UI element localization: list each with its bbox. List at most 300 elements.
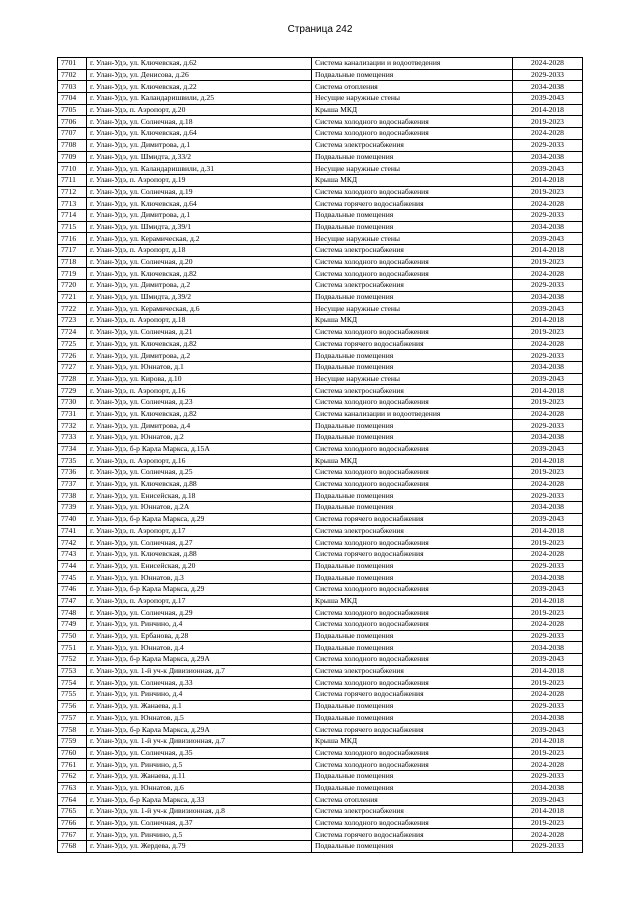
system-cell: Система холодного водоснабжения [312,583,513,595]
system-cell: Система горячего водоснабжения [312,338,513,350]
system-cell: Подвальные помещения [312,151,513,163]
period-cell: 2039-2043 [513,583,583,595]
address-cell: г. Улан-Удэ, п. Аэропорт, д.18 [87,245,312,257]
system-cell: Система холодного водоснабжения [312,268,513,280]
system-cell: Система электроснабжения [312,385,513,397]
system-cell: Система холодного водоснабжения [312,478,513,490]
system-cell: Подвальные помещения [312,630,513,642]
table-row [58,280,583,292]
system-cell: Система холодного водоснабжения [312,256,513,268]
system-cell: Подвальные помещения [312,420,513,432]
row-number-cell: 7731 [58,408,87,420]
system-cell: Система холодного водоснабжения [312,116,513,128]
table-row [58,245,583,257]
address-cell: г. Улан-Удэ, ул. Димитрова, д.4 [87,420,312,432]
table-row [58,572,583,584]
period-cell: 2019-2023 [513,537,583,549]
row-number-cell: 7752 [58,654,87,666]
address-cell: г. Улан-Удэ, ул. Ключевская, д.64 [87,198,312,210]
row-number-cell: 7755 [58,689,87,701]
system-cell: Несущие наружные стены [312,233,513,245]
table-row [58,81,583,93]
row-number-cell: 7745 [58,572,87,584]
period-cell: 2019-2023 [513,747,583,759]
row-number-cell: 7705 [58,104,87,116]
system-cell: Система отопления [312,81,513,93]
address-cell: г. Улан-Удэ, п. Аэропорт, д.16 [87,385,312,397]
address-cell: г. Улан-Удэ, ул. Димитрова, д.2 [87,280,312,292]
table-row [58,361,583,373]
system-cell: Подвальные помещения [312,642,513,654]
row-number-cell: 7714 [58,209,87,221]
period-cell: 2034-2038 [513,572,583,584]
row-number-cell: 7716 [58,233,87,245]
row-number-cell: 7751 [58,642,87,654]
table-row [58,829,583,841]
period-cell: 2034-2038 [513,642,583,654]
period-cell: 2019-2023 [513,326,583,338]
table-row [58,467,583,479]
period-cell: 2014-2018 [513,595,583,607]
period-cell: 2029-2033 [513,560,583,572]
address-cell: г. Улан-Удэ, ул. Димитрова, д.2 [87,350,312,362]
period-cell: 2039-2043 [513,233,583,245]
address-cell: г. Улан-Удэ, ул. Юннатов, д.5 [87,712,312,724]
table-row [58,537,583,549]
table-row [58,548,583,560]
address-cell: г. Улан-Удэ, ул. Каландаришвили, д.31 [87,163,312,175]
period-cell: 2019-2023 [513,677,583,689]
period-cell: 2024-2028 [513,548,583,560]
system-cell: Подвальные помещения [312,572,513,584]
table-row [58,478,583,490]
address-cell: г. Улан-Удэ, ул. Шмидта, д.39/1 [87,221,312,233]
address-cell: г. Улан-Удэ, ул. Юннатов, д.1 [87,361,312,373]
table-row [58,432,583,444]
table-row [58,128,583,140]
system-cell: Система электроснабжения [312,280,513,292]
table-row [58,174,583,186]
table-row [58,490,583,502]
row-number-cell: 7722 [58,303,87,315]
address-cell: г. Улан-Удэ, ул. Ербанова, д.28 [87,630,312,642]
period-cell: 2019-2023 [513,467,583,479]
system-cell: Подвальные помещения [312,209,513,221]
system-cell: Система холодного водоснабжения [312,817,513,829]
address-cell: г. Улан-Удэ, ул. Кирова, д.10 [87,373,312,385]
row-number-cell: 7732 [58,420,87,432]
system-cell: Подвальные помещения [312,432,513,444]
period-cell: 2039-2043 [513,513,583,525]
system-cell: Система холодного водоснабжения [312,619,513,631]
period-cell: 2029-2033 [513,139,583,151]
system-cell: Система холодного водоснабжения [312,537,513,549]
table-row [58,303,583,315]
table-row [58,759,583,771]
system-cell: Система холодного водоснабжения [312,677,513,689]
address-cell: г. Улан-Удэ, ул. Юннатов, д.4 [87,642,312,654]
table-row [58,198,583,210]
period-cell: 2019-2023 [513,256,583,268]
row-number-cell: 7719 [58,268,87,280]
address-cell: г. Улан-Удэ, ул. Ключевская, д.22 [87,81,312,93]
row-number-cell: 7737 [58,478,87,490]
period-cell: 2024-2028 [513,689,583,701]
row-number-cell: 7761 [58,759,87,771]
period-cell: 2029-2033 [513,490,583,502]
address-cell: г. Улан-Удэ, ул. Денисова, д.26 [87,69,312,81]
table-row [58,712,583,724]
period-cell: 2039-2043 [513,443,583,455]
address-cell: г. Улан-Удэ, ул. Ринчино, д.4 [87,689,312,701]
row-number-cell: 7762 [58,770,87,782]
row-number-cell: 7726 [58,350,87,362]
system-cell: Подвальные помещения [312,69,513,81]
period-cell: 2024-2028 [513,759,583,771]
address-cell: г. Улан-Удэ, п. Аэропорт, д.19 [87,174,312,186]
table-row [58,642,583,654]
period-cell: 2029-2033 [513,420,583,432]
system-cell: Крыша МКД [312,174,513,186]
address-cell: г. Улан-Удэ, ул. Солнечная, д.21 [87,326,312,338]
period-cell: 2029-2033 [513,630,583,642]
period-cell: 2029-2033 [513,280,583,292]
table-row [58,630,583,642]
row-number-cell: 7728 [58,373,87,385]
row-number-cell: 7742 [58,537,87,549]
row-number-cell: 7717 [58,245,87,257]
row-number-cell: 7704 [58,93,87,105]
address-cell: г. Улан-Удэ, б-р Карла Маркса, д.29 [87,583,312,595]
address-cell: г. Улан-Удэ, п. Аэропорт, д.16 [87,455,312,467]
period-cell: 2024-2028 [513,338,583,350]
period-cell: 2014-2018 [513,174,583,186]
period-cell: 2039-2043 [513,794,583,806]
table-row [58,151,583,163]
row-number-cell: 7730 [58,396,87,408]
address-cell: г. Улан-Удэ, ул. Юннатов, д.2А [87,502,312,514]
system-cell: Несущие наружные стены [312,93,513,105]
table-row [58,595,583,607]
table-row [58,58,583,70]
period-cell: 2019-2023 [513,607,583,619]
system-cell: Система горячего водоснабжения [312,513,513,525]
address-cell: г. Улан-Удэ, б-р Карла Маркса, д.33 [87,794,312,806]
system-cell: Подвальные помещения [312,841,513,853]
table-row [58,619,583,631]
period-cell: 2019-2023 [513,116,583,128]
table-row [58,689,583,701]
table-row [58,817,583,829]
period-cell: 2029-2033 [513,350,583,362]
address-cell: г. Улан-Удэ, ул. Ключевская, д.82 [87,338,312,350]
system-cell: Подвальные помещения [312,712,513,724]
row-number-cell: 7720 [58,280,87,292]
table-row [58,221,583,233]
system-cell: Система холодного водоснабжения [312,467,513,479]
period-cell: 2039-2043 [513,93,583,105]
row-number-cell: 7759 [58,735,87,747]
system-cell: Подвальные помещения [312,770,513,782]
system-cell: Система холодного водоснабжения [312,759,513,771]
address-cell: г. Улан-Удэ, б-р Карла Маркса, д.29 [87,513,312,525]
period-cell: 2034-2038 [513,291,583,303]
period-cell: 2039-2043 [513,724,583,736]
address-cell: г. Улан-Удэ, ул. Солнечная, д.20 [87,256,312,268]
system-cell: Несущие наружные стены [312,163,513,175]
row-number-cell: 7764 [58,794,87,806]
row-number-cell: 7765 [58,806,87,818]
address-cell: г. Улан-Удэ, ул. Жанаева, д.11 [87,770,312,782]
table-row [58,583,583,595]
row-number-cell: 7743 [58,548,87,560]
period-cell: 2024-2028 [513,829,583,841]
period-cell: 2014-2018 [513,806,583,818]
system-cell: Подвальные помещения [312,221,513,233]
address-cell: г. Улан-Удэ, ул. Димитрова, д.1 [87,209,312,221]
table-row [58,256,583,268]
row-number-cell: 7703 [58,81,87,93]
address-cell: г. Улан-Удэ, ул. Енисейская, д.20 [87,560,312,572]
address-cell: г. Улан-Удэ, ул. Жердева, д.79 [87,841,312,853]
table-row [58,163,583,175]
system-cell: Система электроснабжения [312,806,513,818]
row-number-cell: 7715 [58,221,87,233]
address-cell: г. Улан-Удэ, ул. Ключевская, д.62 [87,58,312,70]
row-number-cell: 7768 [58,841,87,853]
table-row [58,420,583,432]
table-row [58,139,583,151]
system-cell: Система холодного водоснабжения [312,654,513,666]
table-row [58,373,583,385]
period-cell: 2039-2043 [513,373,583,385]
address-cell: г. Улан-Удэ, ул. Солнечная, д.35 [87,747,312,759]
system-cell: Система электроснабжения [312,525,513,537]
table-row [58,677,583,689]
period-cell: 2029-2033 [513,700,583,712]
table-row [58,735,583,747]
table-row [58,408,583,420]
row-number-cell: 7708 [58,139,87,151]
row-number-cell: 7750 [58,630,87,642]
system-cell: Система отопления [312,794,513,806]
period-cell: 2034-2038 [513,502,583,514]
period-cell: 2039-2043 [513,654,583,666]
row-number-cell: 7729 [58,385,87,397]
system-cell: Система электроснабжения [312,245,513,257]
table-row [58,455,583,467]
address-cell: г. Улан-Удэ, ул. Ключевская, д.82 [87,268,312,280]
address-cell: г. Улан-Удэ, ул. Керамическая, д.2 [87,233,312,245]
system-cell: Система холодного водоснабжения [312,747,513,759]
table-row [58,654,583,666]
period-cell: 2039-2043 [513,303,583,315]
table-row [58,315,583,327]
address-cell: г. Улан-Удэ, п. Аэропорт, д.20 [87,104,312,116]
row-number-cell: 7710 [58,163,87,175]
address-cell: г. Улан-Удэ, ул. Шмидта, д.33/2 [87,151,312,163]
table-row [58,724,583,736]
system-cell: Система горячего водоснабжения [312,724,513,736]
address-cell: г. Улан-Удэ, ул. Солнечная, д.27 [87,537,312,549]
row-number-cell: 7706 [58,116,87,128]
period-cell: 2034-2038 [513,712,583,724]
row-number-cell: 7733 [58,432,87,444]
address-cell: г. Улан-Удэ, ул. Ключевская, д.82 [87,408,312,420]
system-cell: Подвальные помещения [312,502,513,514]
table-row [58,607,583,619]
address-cell: г. Улан-Удэ, б-р Карла Маркса, д.29А [87,724,312,736]
table-row [58,782,583,794]
system-cell: Система горячего водоснабжения [312,548,513,560]
table-row [58,665,583,677]
period-cell: 2034-2038 [513,361,583,373]
period-cell: 2014-2018 [513,525,583,537]
row-number-cell: 7754 [58,677,87,689]
table-row [58,104,583,116]
row-number-cell: 7702 [58,69,87,81]
row-number-cell: 7738 [58,490,87,502]
period-cell: 2029-2033 [513,841,583,853]
period-cell: 2029-2033 [513,209,583,221]
row-number-cell: 7741 [58,525,87,537]
row-number-cell: 7746 [58,583,87,595]
period-cell: 2029-2033 [513,770,583,782]
system-cell: Подвальные помещения [312,291,513,303]
system-cell: Подвальные помещения [312,700,513,712]
row-number-cell: 7701 [58,58,87,70]
row-number-cell: 7723 [58,315,87,327]
system-cell: Подвальные помещения [312,560,513,572]
row-number-cell: 7718 [58,256,87,268]
row-number-cell: 7707 [58,128,87,140]
row-number-cell: 7721 [58,291,87,303]
row-number-cell: 7734 [58,443,87,455]
system-cell: Система горячего водоснабжения [312,689,513,701]
system-cell: Система электроснабжения [312,139,513,151]
table-row [58,93,583,105]
row-number-cell: 7711 [58,174,87,186]
address-cell: г. Улан-Удэ, ул. Ключевская, д.88 [87,548,312,560]
address-cell: г. Улан-Удэ, ул. Димитрова, д.1 [87,139,312,151]
table-row [58,841,583,853]
address-cell: г. Улан-Удэ, ул. Жанаева, д.1 [87,700,312,712]
system-cell: Крыша МКД [312,455,513,467]
page-title: Страница 242 [287,24,353,35]
period-cell: 2024-2028 [513,268,583,280]
table-row [58,396,583,408]
system-cell: Система холодного водоснабжения [312,443,513,455]
period-cell: 2034-2038 [513,432,583,444]
system-cell: Несущие наружные стены [312,373,513,385]
table-row [58,560,583,572]
period-cell: 2014-2018 [513,735,583,747]
table-row [58,525,583,537]
table-row [58,443,583,455]
table-row [58,116,583,128]
period-cell: 2014-2018 [513,665,583,677]
row-number-cell: 7725 [58,338,87,350]
system-cell: Система холодного водоснабжения [312,128,513,140]
system-cell: Система канализации и водоотведения [312,58,513,70]
table-row [58,747,583,759]
table-row [58,326,583,338]
period-cell: 2024-2028 [513,619,583,631]
registry-table-body [58,58,583,853]
system-cell: Крыша МКД [312,104,513,116]
address-cell: г. Улан-Удэ, ул. Ринчино, д.5 [87,759,312,771]
address-cell: г. Улан-Удэ, ул. Керамическая, д.6 [87,303,312,315]
row-number-cell: 7709 [58,151,87,163]
system-cell: Система горячего водоснабжения [312,198,513,210]
system-cell: Крыша МКД [312,735,513,747]
period-cell: 2024-2028 [513,478,583,490]
address-cell: г. Улан-Удэ, б-р Карла Маркса, д.15А [87,443,312,455]
period-cell: 2034-2038 [513,81,583,93]
row-number-cell: 7748 [58,607,87,619]
address-cell: г. Улан-Удэ, ул. Солнечная, д.18 [87,116,312,128]
address-cell: г. Улан-Удэ, ул. Ключевская, д.88 [87,478,312,490]
system-cell: Система горячего водоснабжения [312,829,513,841]
system-cell: Крыша МКД [312,595,513,607]
row-number-cell: 7735 [58,455,87,467]
period-cell: 2034-2038 [513,782,583,794]
address-cell: г. Улан-Удэ, п. Аэропорт, д.17 [87,595,312,607]
address-cell: г. Улан-Удэ, п. Аэропорт, д.18 [87,315,312,327]
system-cell: Подвальные помещения [312,350,513,362]
table-row [58,502,583,514]
period-cell: 2014-2018 [513,104,583,116]
table-row [58,186,583,198]
table-row [58,69,583,81]
registry-table [57,57,583,853]
system-cell: Несущие наружные стены [312,303,513,315]
address-cell: г. Улан-Удэ, ул. 1-й уч-к Дивизионная, д.7 [87,735,312,747]
address-cell: г. Улан-Удэ, ул. 1-й уч-к Дивизионная, д.8 [87,806,312,818]
row-number-cell: 7749 [58,619,87,631]
system-cell: Система канализации и водоотведения [312,408,513,420]
table-row [58,209,583,221]
row-number-cell: 7712 [58,186,87,198]
table-row [58,350,583,362]
row-number-cell: 7763 [58,782,87,794]
address-cell: г. Улан-Удэ, ул. Солнечная, д.33 [87,677,312,689]
row-number-cell: 7758 [58,724,87,736]
period-cell: 2014-2018 [513,315,583,327]
period-cell: 2024-2028 [513,58,583,70]
period-cell: 2019-2023 [513,186,583,198]
address-cell: г. Улан-Удэ, ул. Юннатов, д.6 [87,782,312,794]
row-number-cell: 7767 [58,829,87,841]
row-number-cell: 7757 [58,712,87,724]
row-number-cell: 7739 [58,502,87,514]
period-cell: 2014-2018 [513,385,583,397]
row-number-cell: 7747 [58,595,87,607]
address-cell: г. Улан-Удэ, ул. Солнечная, д.23 [87,396,312,408]
period-cell: 2014-2018 [513,245,583,257]
system-cell: Система холодного водоснабжения [312,326,513,338]
period-cell: 2014-2018 [513,455,583,467]
table-row [58,291,583,303]
address-cell: г. Улан-Удэ, ул. Шмидта, д.39/2 [87,291,312,303]
address-cell: г. Улан-Удэ, ул. Ключевская, д.64 [87,128,312,140]
table-row [58,770,583,782]
table-row [58,794,583,806]
system-cell: Подвальные помещения [312,782,513,794]
period-cell: 2024-2028 [513,198,583,210]
address-cell: г. Улан-Удэ, ул. Юннатов, д.2 [87,432,312,444]
period-cell: 2034-2038 [513,151,583,163]
